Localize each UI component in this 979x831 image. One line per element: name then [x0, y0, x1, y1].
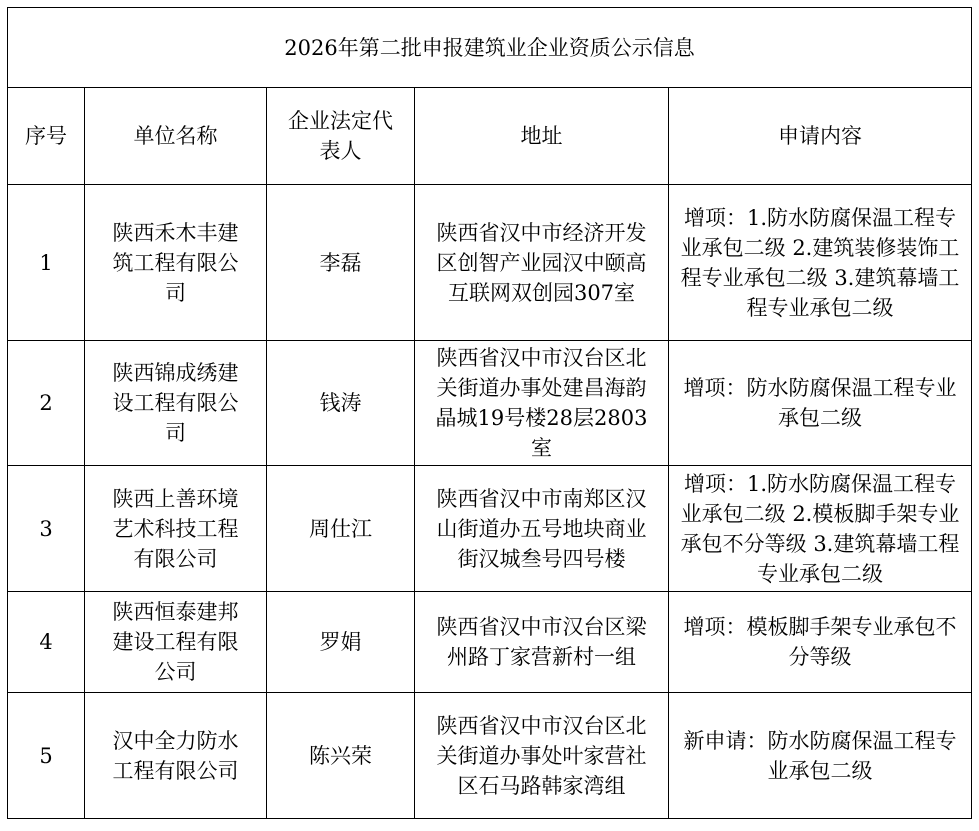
row-legal-rep: 罗娟 [267, 592, 415, 693]
table-row [8, 693, 972, 819]
header-row [8, 88, 972, 185]
row-no: 3 [8, 466, 85, 592]
row-content: 增项：1.防水防腐保温工程专业承包二级 2.建筑装修装饰工程专业承包二级 3.建筑幕墙工程专业承包二级 [669, 185, 972, 341]
table-row [8, 592, 972, 693]
qualification-table [7, 7, 972, 819]
row-legal-rep: 周仕江 [267, 466, 415, 592]
row-company: 陕西锦成绣建设工程有限公司 [85, 341, 267, 466]
row-no: 2 [8, 341, 85, 466]
row-company: 陕西上善环境艺术科技工程有限公司 [85, 466, 267, 592]
row-company: 汉中全力防水工程有限公司 [85, 693, 267, 819]
row-no: 1 [8, 185, 85, 341]
header-content: 申请内容 [669, 88, 972, 185]
row-legal-rep: 钱涛 [267, 341, 415, 466]
header-no: 序号 [8, 88, 85, 185]
row-content: 增项：1.防水防腐保温工程专业承包二级 2.模板脚手架专业承包不分等级 3.建筑幕墙工程专业承包二级 [669, 466, 972, 592]
table-row [8, 466, 972, 592]
table-row [8, 185, 972, 341]
row-address: 陕西省汉中市汉台区北关街道办事处建昌海韵晶城19号楼28层2803室 [415, 341, 669, 466]
row-legal-rep: 陈兴荣 [267, 693, 415, 819]
row-legal-rep: 李磊 [267, 185, 415, 341]
row-no: 4 [8, 592, 85, 693]
row-address: 陕西省汉中市南郑区汉山街道办五号地块商业街汉城叁号四号楼 [415, 466, 669, 592]
row-no: 5 [8, 693, 85, 819]
row-address: 陕西省汉中市汉台区梁州路丁家营新村一组 [415, 592, 669, 693]
table-title: 2026年第二批申报建筑业企业资质公示信息 [8, 8, 972, 88]
row-content: 增项：模板脚手架专业承包不分等级 [669, 592, 972, 693]
row-company: 陕西恒泰建邦建设工程有限公司 [85, 592, 267, 693]
header-company: 单位名称 [85, 88, 267, 185]
row-content: 增项：防水防腐保温工程专业承包二级 [669, 341, 972, 466]
table-row [8, 341, 972, 466]
row-address: 陕西省汉中市汉台区北关街道办事处叶家营社区石马路韩家湾组 [415, 693, 669, 819]
title-row [8, 8, 972, 88]
header-legal-rep: 企业法定代表人 [267, 88, 415, 185]
header-address: 地址 [415, 88, 669, 185]
row-content: 新申请：防水防腐保温工程专业承包二级 [669, 693, 972, 819]
row-address: 陕西省汉中市经济开发区创智产业园汉中颐高互联网双创园307室 [415, 185, 669, 341]
row-company: 陕西禾木丰建筑工程有限公司 [85, 185, 267, 341]
